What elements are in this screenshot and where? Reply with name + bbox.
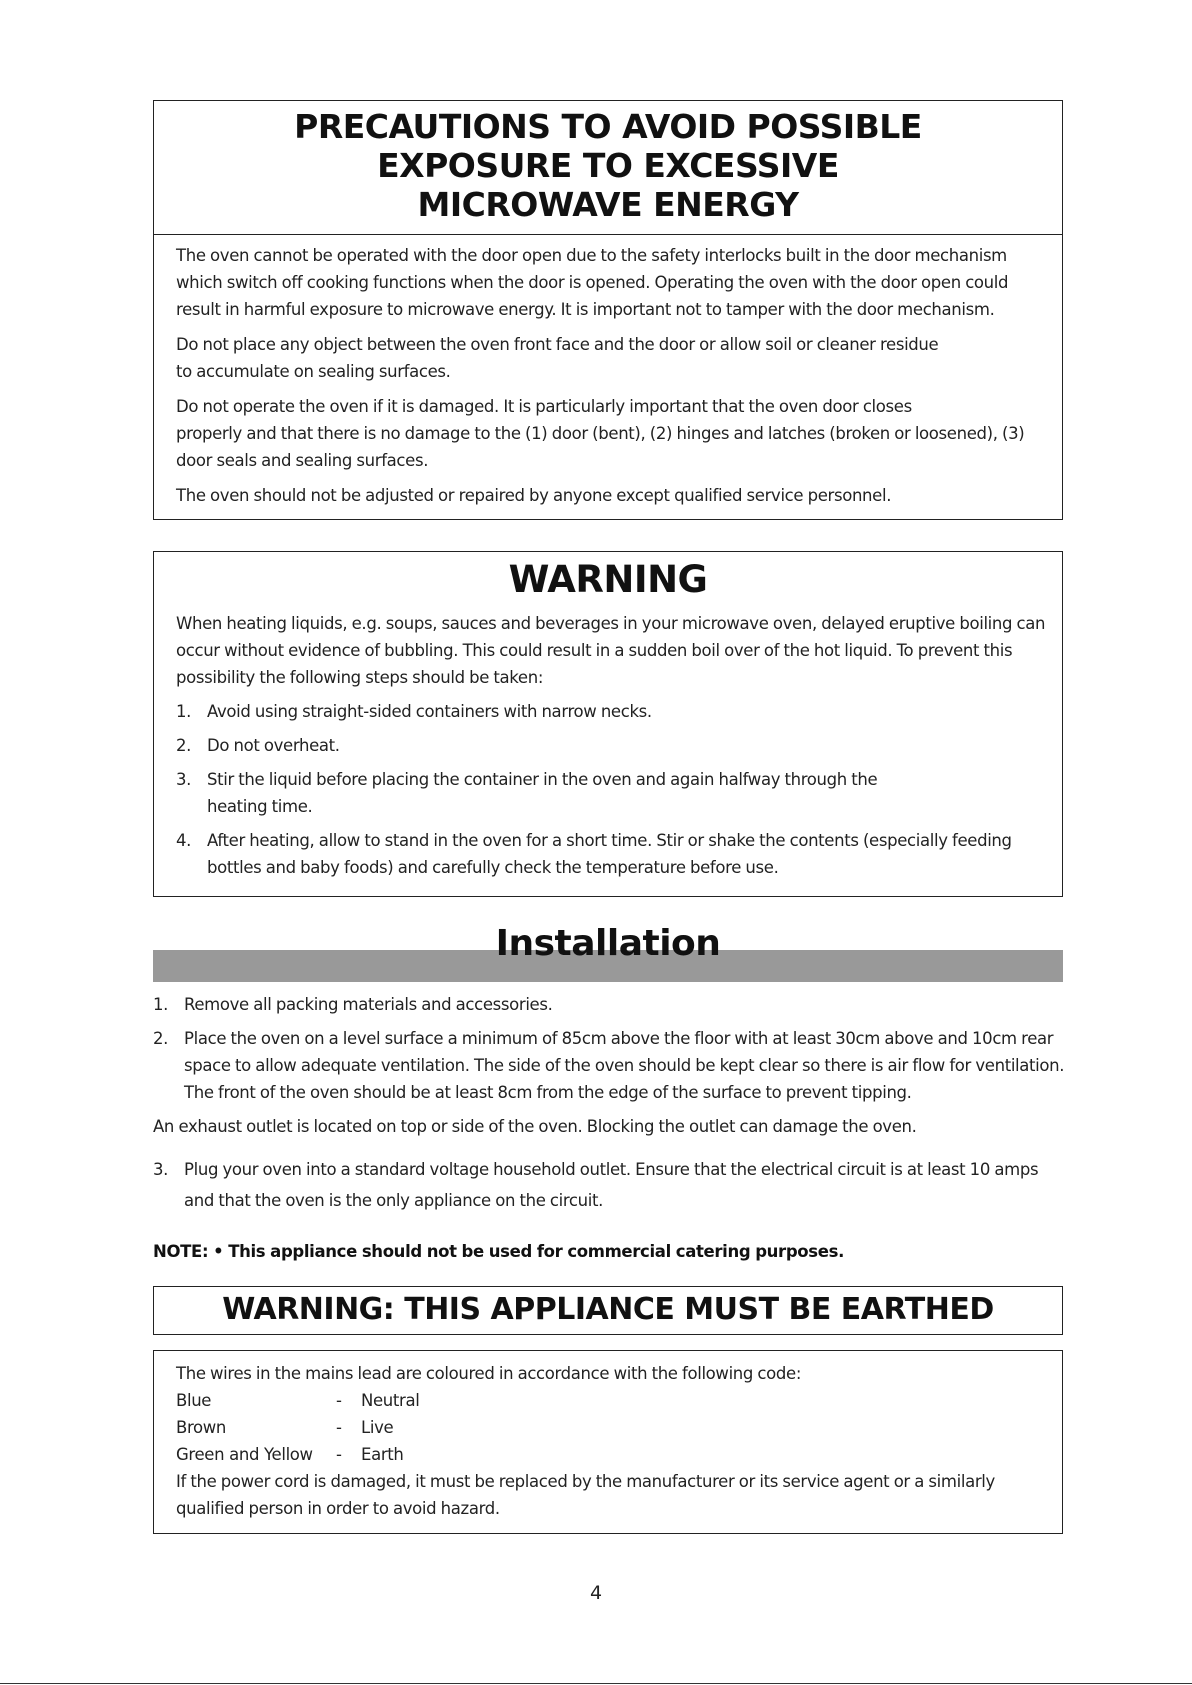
text-line: door seals and sealing surfaces. — [176, 451, 429, 470]
wire-dash: - — [336, 1418, 342, 1437]
page-number: 4 — [589, 1582, 603, 1604]
wiring-intro: The wires in the mains lead are coloured in accordance with the following code: — [176, 1364, 802, 1383]
text-line: Do not operate the oven if it is damaged. It is particularly important that the oven door closes — [176, 397, 912, 416]
wire-colour: Brown — [176, 1418, 227, 1437]
warning-title: WARNING — [508, 558, 708, 601]
installation-body — [153, 991, 1078, 1216]
wiring-table — [176, 1387, 419, 1468]
installation-list-item — [153, 1025, 1078, 1106]
warning-list-item — [176, 766, 1054, 820]
list-number: 1. — [153, 995, 169, 1014]
precautions-title-divider — [154, 234, 1062, 235]
list-number: 2. — [176, 736, 192, 755]
text-line: The oven should not be adjusted or repaired by anyone except qualified service personnel. — [176, 486, 892, 505]
wire-colour: Blue — [176, 1391, 212, 1410]
text-line: space to allow adequate ventilation. The side of the oven should be kept clear so there is air flow for ventilation. — [184, 1056, 1065, 1075]
text-line: which switch off cooking functions when the door is opened. Operating the oven with the door open could — [176, 273, 1009, 292]
wire-row — [176, 1414, 419, 1441]
text-line: bottles and baby foods) and carefully check the temperature before use. — [207, 858, 779, 877]
text-line: After heating, allow to stand in the oven for a short time. Stir or shake the contents (especially feeding — [207, 831, 1012, 850]
precautions-title-line: EXPOSURE TO EXCESSIVE — [377, 146, 839, 185]
list-number: 2. — [153, 1029, 169, 1048]
list-number: 1. — [176, 702, 192, 721]
installation-list-item — [153, 991, 1078, 1018]
precautions-box — [153, 100, 1063, 520]
wiring-box — [153, 1350, 1063, 1534]
wire-row — [176, 1441, 419, 1468]
text-line: Stir the liquid before placing the container in the oven and again halfway through the — [207, 770, 878, 789]
text-line: Avoid using straight-sided containers with narrow necks. — [207, 702, 652, 721]
precautions-paragraph — [176, 242, 1054, 323]
warning-list-item — [176, 732, 1054, 759]
wire-row — [176, 1387, 419, 1414]
list-number: 4. — [176, 831, 192, 850]
text-line: The front of the oven should be at least 8cm from the edge of the surface to prevent tipping. — [184, 1083, 912, 1102]
text-line: heating time. — [207, 797, 313, 816]
text-line: qualified person in order to avoid hazard. — [176, 1499, 500, 1518]
precautions-title — [154, 107, 1062, 224]
wire-meaning: Neutral — [361, 1391, 420, 1410]
text-line: If the power cord is damaged, it must be replaced by the manufacturer or its service agent or a similarly — [176, 1472, 995, 1491]
warning-box — [153, 551, 1063, 897]
earth-warning-title: WARNING: THIS APPLIANCE MUST BE EARTHED — [222, 1292, 994, 1327]
warning-list-item — [176, 827, 1054, 881]
exhaust-note: An exhaust outlet is located on top or side of the oven. Blocking the outlet can damage the oven. — [153, 1117, 917, 1136]
wire-dash: - — [336, 1391, 342, 1410]
text-line: Plug your oven into a standard voltage household outlet. Ensure that the electrical circuit is at least 10 amps — [184, 1160, 1039, 1179]
commercial-note: NOTE: • This appliance should not be used for commercial catering purposes. — [153, 1242, 844, 1261]
text-line: Remove all packing materials and accessories. — [184, 995, 553, 1014]
text-line: result in harmful exposure to microwave energy. It is important not to tamper with the door mechanism. — [176, 300, 995, 319]
installation-title: Installation — [495, 923, 721, 964]
wire-colour: Green and Yellow — [176, 1445, 313, 1464]
precautions-paragraph — [176, 331, 1054, 385]
warning-list-item — [176, 698, 1054, 725]
wiring-footer — [176, 1468, 1054, 1522]
precautions-paragraph — [176, 482, 1054, 509]
text-line: Do not overheat. — [207, 736, 340, 755]
precautions-title-line: MICROWAVE ENERGY — [417, 185, 799, 224]
warning-intro — [176, 610, 1054, 691]
text-line: to accumulate on sealing surfaces. — [176, 362, 451, 381]
text-line: occur without evidence of bubbling. This could result in a sudden boil over of the hot liquid. To prevent this — [176, 641, 1013, 660]
earth-warning-title-box — [153, 1286, 1063, 1335]
text-line: Place the oven on a level surface a minimum of 85cm above the floor with at least 30cm above and 10cm rear — [184, 1029, 1054, 1048]
text-line: possibility the following steps should be taken: — [176, 668, 544, 687]
precautions-body — [176, 242, 1054, 509]
text-line: The oven cannot be operated with the door open due to the safety interlocks built in the door mechanism — [176, 246, 1007, 265]
page-bottom-rule — [0, 1683, 1192, 1684]
wire-meaning: Live — [361, 1418, 394, 1437]
precautions-paragraph — [176, 393, 1054, 474]
warning-body — [176, 610, 1054, 881]
wire-dash: - — [336, 1445, 342, 1464]
text-line: properly and that there is no damage to the (1) door (bent), (2) hinges and latches (broken or loosened), (3) — [176, 424, 1025, 443]
list-number: 3. — [176, 770, 192, 789]
wiring-body — [176, 1360, 1054, 1522]
text-line: When heating liquids, e.g. soups, sauces and beverages in your microwave oven, delayed eruptive boiling can — [176, 614, 1046, 633]
wire-meaning: Earth — [361, 1445, 404, 1464]
list-number: 3. — [153, 1160, 169, 1179]
precautions-title-line: PRECAUTIONS TO AVOID POSSIBLE — [294, 107, 922, 146]
text-line: and that the oven is the only appliance on the circuit. — [184, 1191, 604, 1210]
text-line: Do not place any object between the oven front face and the door or allow soil or cleaner residue — [176, 335, 939, 354]
installation-list-item — [153, 1154, 1078, 1216]
